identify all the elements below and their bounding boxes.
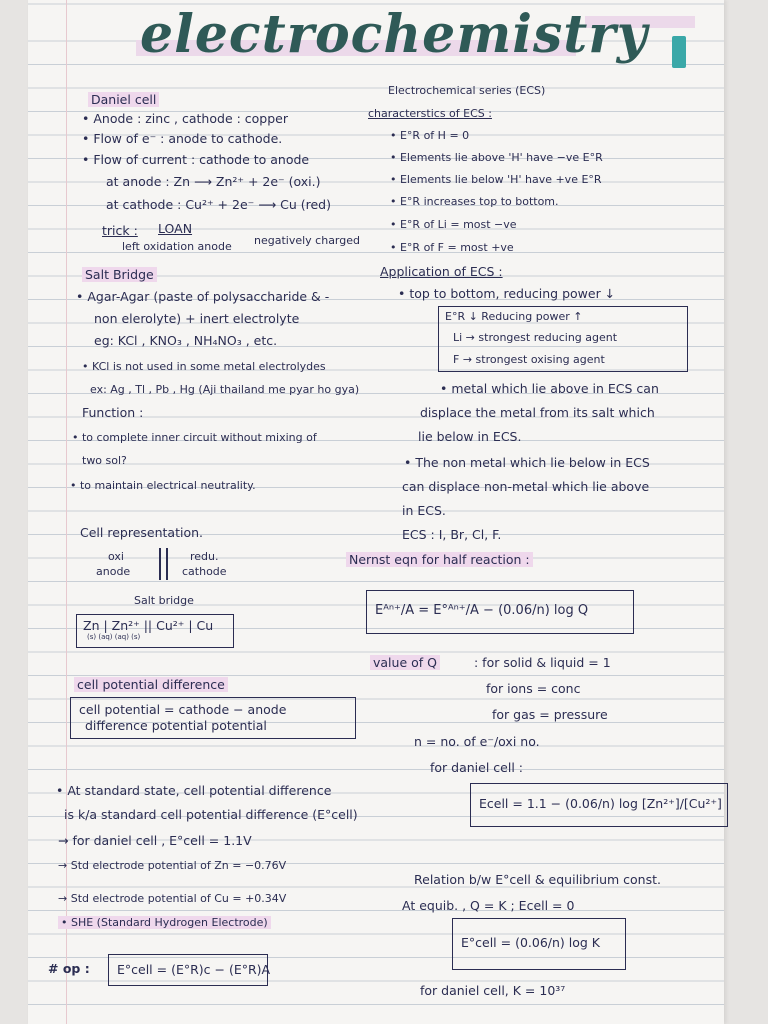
std-line: • SHE (Standard Hydrogen Electrode) [58, 915, 271, 931]
q-line: : for solid & liquid = 1 [474, 655, 611, 670]
trick-note: negatively charged [254, 234, 360, 247]
cpd-heading: cell potential difference [74, 677, 228, 693]
cellrep-box [76, 614, 234, 648]
cellrep-heading: Cell representation. [80, 525, 203, 540]
metal-line: ECS : I, Br, Cl, F. [402, 527, 502, 542]
q-line: n = no. of e⁻/oxi no. [414, 734, 540, 749]
trick-label: trick : [102, 223, 138, 238]
op-label: # op : [48, 961, 90, 976]
ecs-line: • E°R increases top to bottom. [390, 195, 559, 208]
metal-line: displace the metal from its salt which [420, 405, 655, 420]
salt-line: • KCl is not used in some metal electrolydes [82, 360, 326, 373]
cellrep-redu: redu. [190, 550, 219, 563]
daniel-heading: Daniel cell [88, 92, 159, 108]
function-heading: Function : [82, 405, 144, 420]
cellrep-formula: Zn | Zn²⁺ || Cu²⁺ | Cu [83, 618, 214, 633]
q-heading: value of Q [370, 655, 440, 671]
nernst-box [366, 590, 634, 634]
salt-line: non elerolyte) + inert electrolyte [94, 311, 300, 326]
daniel-line: at cathode : Cu²⁺ + 2e⁻ ⟶ Cu (red) [106, 197, 331, 212]
app-point: • top to bottom, reducing power ↓ [398, 286, 616, 301]
ecs-line: • E°R of H = 0 [390, 129, 470, 142]
salt-line: eg: KCl , KNO₃ , NH₄NO₃ , etc. [94, 333, 278, 348]
salt-bridge-bar [159, 548, 161, 580]
op-formula: E°cell = (E°R)c − (E°R)A [117, 962, 271, 977]
daniel-right-heading: for daniel cell : [430, 760, 523, 775]
metal-line: can displace non-metal which lie above [402, 479, 650, 494]
ecs-line: • E°R of F = most +ve [390, 241, 514, 254]
trick-word: LOAN [158, 221, 193, 236]
daniel-right-box [470, 783, 728, 827]
daniel-right-formula: Ecell = 1.1 − (0.06/n) log [Zn²⁺]/[Cu²⁺] [479, 796, 722, 811]
trick-expl: left oxidation anode [122, 240, 232, 253]
std-line: → Std electrode potential of Zn = −0.76V [58, 859, 287, 872]
ecs-heading: Electrochemical series (ECS) [388, 84, 546, 97]
cpd-box [70, 697, 356, 739]
relation-heading: Relation b/w E°cell & equilibrium const. [414, 872, 661, 887]
metal-line: in ECS. [402, 503, 446, 518]
function-line: • to complete inner circuit without mixing of [72, 431, 317, 444]
daniel-line: at anode : Zn ⟶ Zn²⁺ + 2e⁻ (oxi.) [106, 174, 321, 189]
q-line: for ions = conc [486, 681, 581, 696]
equib-line: At equib. , Q = K ; Ecell = 0 [402, 898, 575, 913]
cellrep-states: (s) (aq) (aq) (s) [87, 633, 141, 641]
daniel-line: • Flow of e⁻ : anode to cathode. [82, 131, 283, 146]
op-box [108, 954, 271, 986]
k-line: for daniel cell, K = 10³⁷ [420, 983, 566, 998]
ecs-line: • Elements lie below 'H' have +ve E°R [390, 173, 602, 186]
daniel-line: • Flow of current : cathode to anode [82, 152, 310, 167]
salt-heading: Salt Bridge [82, 267, 157, 283]
function-line: two sol? [82, 454, 127, 467]
app-box-line: Li → strongest reducing agent [453, 331, 618, 344]
ecell-formula: E°cell = (0.06/n) log K [461, 935, 600, 950]
std-line: → Std electrode potential of Cu = +0.34V [58, 892, 287, 905]
daniel-line: • Anode : zinc , cathode : copper [82, 111, 289, 126]
salt-line: • Agar-Agar (paste of polysaccharide & - [76, 289, 330, 304]
salt-bridge-bar [166, 548, 168, 580]
app-box-line: E°R ↓ Reducing power ↑ [445, 310, 583, 323]
ecs-char: characterstics of ECS : [368, 107, 492, 120]
std-line: is k/a standard cell potential difference (E°cell) [64, 807, 358, 822]
page-tab [672, 36, 686, 68]
cellrep-anode: anode [96, 565, 131, 578]
cpd-row: cell potential = cathode − anode [79, 702, 287, 717]
cpd-row: difference potential potential [85, 718, 267, 733]
nernst-heading: Nernst eqn for half reaction : [346, 552, 533, 568]
metal-line: • metal which lie above in ECS can [440, 381, 659, 396]
std-line: • At standard state, cell potential difference [56, 783, 332, 798]
std-line: → for daniel cell , E°cell = 1.1V [58, 833, 252, 848]
metal-line: lie below in ECS. [418, 429, 522, 444]
metal-line: • The non metal which lie below in ECS [404, 455, 650, 470]
app-box-line: F → strongest oxising agent [453, 353, 605, 366]
ecs-line: • Elements lie above 'H' have −ve E°R [390, 151, 603, 164]
nernst-formula: Eᴬⁿ⁺/A = E°ᴬⁿ⁺/A − (0.06/n) log Q [375, 603, 589, 618]
salt-line: ex: Ag , Tl , Pb , Hg (Aji thailand me pyar ho gya) [90, 383, 360, 396]
page-title: electrochemistry [140, 4, 648, 65]
app-heading: Application of ECS : [380, 264, 503, 279]
cellrep-salt: Salt bridge [134, 594, 194, 607]
cellrep-oxi: oxi [108, 550, 124, 563]
ecs-line: • E°R of Li = most −ve [390, 218, 517, 231]
ecell-box [452, 918, 626, 970]
cellrep-cathode: cathode [182, 565, 227, 578]
function-line: • to maintain electrical neutrality. [70, 479, 256, 492]
q-line: for gas = pressure [492, 707, 608, 722]
app-box [438, 306, 688, 372]
